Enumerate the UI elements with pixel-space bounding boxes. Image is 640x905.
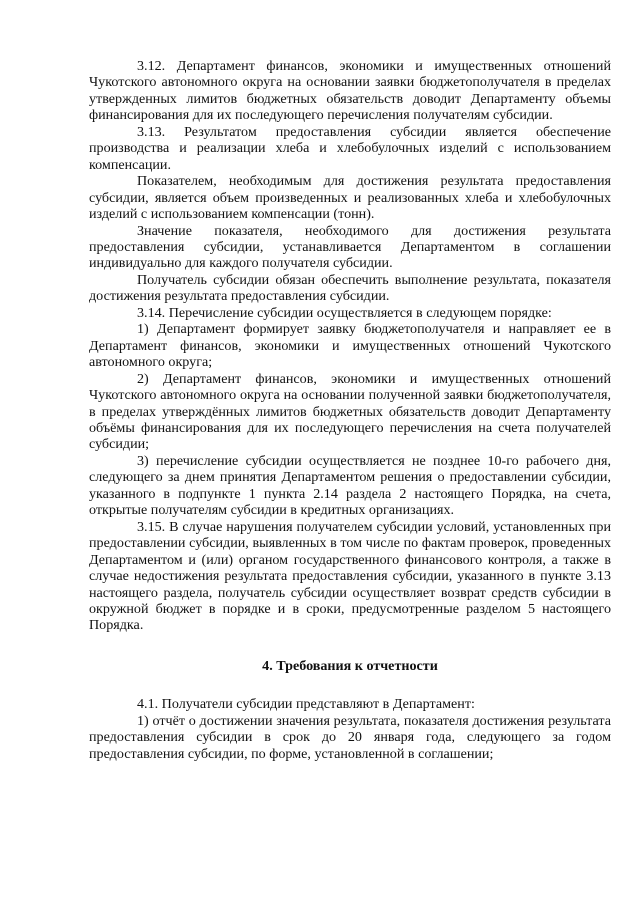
paragraph-recipient-obligation: Получатель субсидии обязан обеспечить выполнение результата, показателя достижения результата предоставления субсидии.	[89, 271, 611, 305]
paragraph-indicator: Показателем, необходимым для достижения результата предоставления субсидии, является объем произведенных и реализованных хлеба и хлебобулочных изделий с использованием компенсации (тонн).	[89, 173, 611, 223]
paragraph-3-14-item-2: 2) Департамент финансов, экономики и имущественных отношений Чукотского автономного округа на основании полученной заявки бюджетополучателя, в пределах утверждённых лимитов бюджетных обязательств доводит Департаменту объёмы финансирования для их последующего перечисления на счета получателей субсидии;	[89, 370, 611, 453]
paragraph-4-1: 4.1. Получатели субсидии представляют в Департамент:	[137, 696, 475, 713]
paragraph-3-14-item-3: 3) перечисление субсидии осуществляется не позднее 10-го рабочего дня, следующего за днем принятия Департаментом решения о предоставлении субсидии, указанного в подпункте 1 пункта 2.14 раздела 2 настоящего Порядка, на счета, открытые получателям субсидии в кредитных организациях.	[89, 452, 611, 519]
paragraph-4-1-item-1: 1) отчёт о достижении значения результата, показателя достижения результата предоставления субсидии в срок до 20 января года, следующего за годом предоставления субсидии, по форме, установленной в соглашении;	[89, 712, 611, 762]
paragraph-3-15: 3.15. В случае нарушения получателем субсидии условий, установленных при предоставлении субсидии, выявленных в том числе по фактам проверок, проведенных Департаментом и (или) органом государственного финансового контроля, а также в случае недостижения результата предоставления субсидии, указанного в пункте 3.13 настоящего раздела, получатель субсидии осуществляет возврат средств субсидии в окружной бюджет в порядке и в сроки, предусмотренные разделом 5 настоящего Порядка.	[89, 518, 611, 634]
paragraph-3-14: 3.14. Перечисление субсидии осуществляется в следующем порядке:	[137, 304, 552, 321]
section-heading: 4. Требования к отчетности	[262, 657, 438, 674]
paragraph-3-13: 3.13. Результатом предоставления субсидии является обеспечение производства и реализации хлеба и хлебобулочных изделий с использованием компенсации.	[89, 123, 611, 173]
paragraph-indicator-value: Значение показателя, необходимого для достижения результата предоставления субсидии, устанавливается Департаментом в соглашении индивидуально для каждого получателя субсидии.	[89, 222, 611, 272]
paragraph-3-14-item-1: 1) Департамент формирует заявку бюджетополучателя и направляет ее в Департамент финансов, экономики и имущественных отношений Чукотского автономного округа;	[89, 321, 611, 371]
paragraph-3-12: 3.12. Департамент финансов, экономики и имущественных отношений Чукотского автономного округа на основании заявки бюджетополучателя в пределах утвержденных лимитов бюджетных обязательств доводит Департаменту объемы финансирования для их последующего перечисления получателям субсидии.	[89, 58, 611, 124]
